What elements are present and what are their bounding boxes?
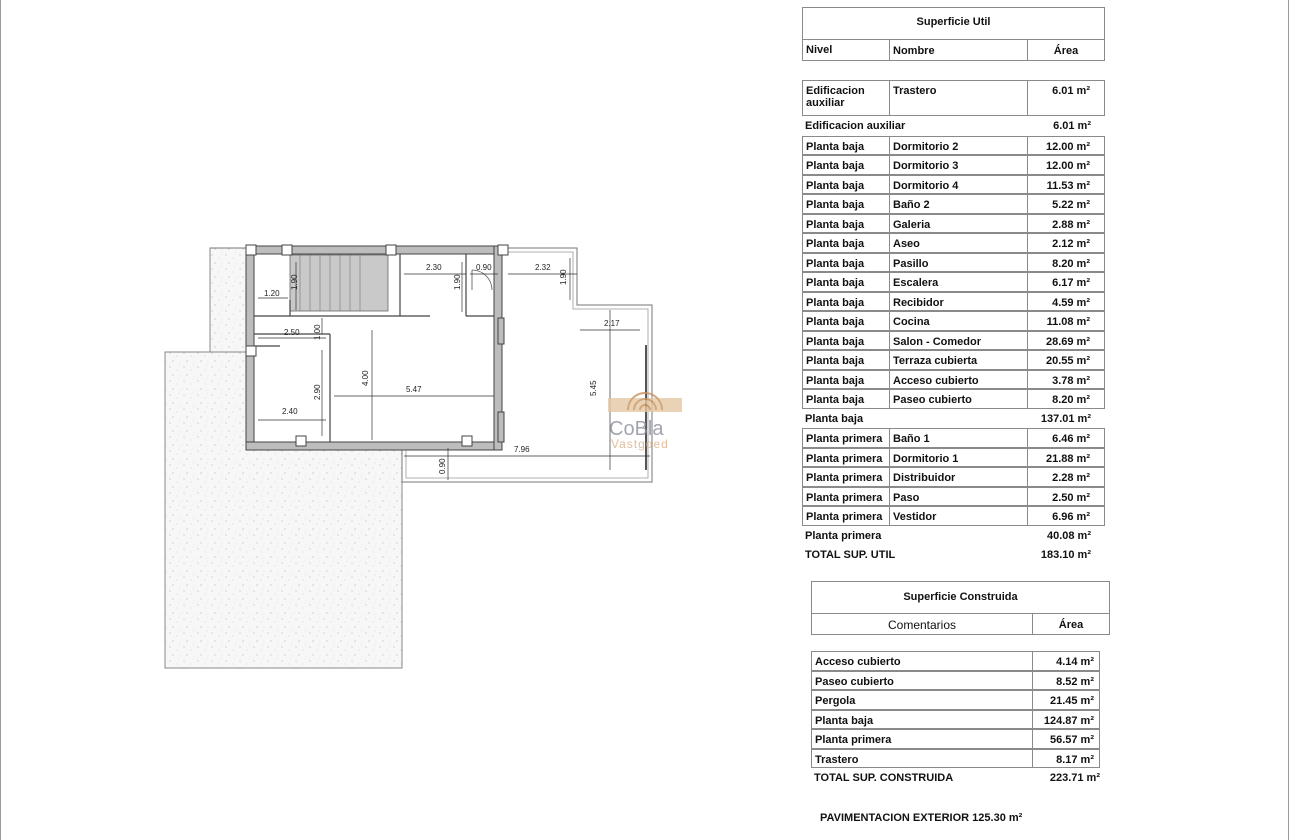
util-row-nombre: Baño 2 [889, 194, 1028, 214]
right-frame-line [1288, 0, 1289, 840]
constr-row-name: Planta primera [811, 729, 1033, 749]
constr-row-area: 21.45 m² [1032, 690, 1100, 710]
util-row-nivel: Edificacion auxiliar [802, 80, 890, 116]
util-row-area: 21.88 m² [1027, 448, 1105, 468]
constr-row-name: Paseo cubierto [811, 671, 1033, 691]
constr-row-name: Planta baja [811, 710, 1033, 730]
util-row-area: 28.69 m² [1027, 331, 1105, 351]
util-row-nivel: Planta primera [802, 428, 890, 448]
util-row-nombre: Paso [889, 487, 1028, 507]
util-subtotal-area: 183.10 m² [1040, 549, 1091, 561]
util-subtotal-area: 137.01 m² [1040, 412, 1091, 425]
util-row-nombre: Aseo [889, 233, 1028, 253]
constr-row-name: Acceso cubierto [811, 651, 1033, 671]
util-row-nombre: Dormitorio 4 [889, 175, 1028, 195]
util-row-area: 11.08 m² [1027, 311, 1105, 331]
exterior-paving-note [820, 812, 1022, 824]
util-row-nivel: Planta primera [802, 506, 890, 526]
util-header-nombre: Nombre [889, 39, 1028, 61]
constr-row-area: 124.87 m² [1032, 710, 1100, 730]
util-row-nivel: Planta baja [802, 389, 890, 409]
constr-row-area: 56.57 m² [1032, 729, 1100, 749]
util-row-nombre: Dormitorio 1 [889, 448, 1028, 468]
util-row-area: 2.28 m² [1027, 467, 1105, 487]
util-row-nivel: Planta primera [802, 448, 890, 468]
util-row-area: 6.01 m² [1027, 80, 1105, 116]
util-row-nivel: Planta baja [802, 233, 890, 253]
dim-label: 7.96 [514, 445, 530, 454]
dim-label: 2.90 [313, 384, 322, 400]
constr-row-name: Trastero [811, 749, 1033, 769]
constr-row-name: Pergola [811, 690, 1033, 710]
util-row-area: 12.00 m² [1027, 155, 1105, 175]
util-row-nivel: Planta baja [802, 155, 890, 175]
util-row-nombre: Terraza cubierta [889, 350, 1028, 370]
util-row-nombre: Vestidor [889, 506, 1028, 526]
util-row-nombre: Distribuidor [889, 467, 1028, 487]
util-row-nivel: Planta baja [802, 175, 890, 195]
util-row-area: 3.78 m² [1027, 370, 1105, 390]
util-row-nombre: Cocina [889, 311, 1028, 331]
util-row-area: 5.22 m² [1027, 194, 1105, 214]
util-row-area: 6.46 m² [1027, 428, 1105, 448]
util-subtotal-area: 6.01 m² [1053, 120, 1091, 132]
util-row-nombre: Escalera [889, 272, 1028, 292]
gravel-area [165, 352, 402, 668]
util-row-nivel: Planta baja [802, 214, 890, 234]
util-subtotal-label: Planta baja [805, 412, 864, 425]
util-row-area: 2.88 m² [1027, 214, 1105, 234]
dim-label: 2.17 [604, 319, 620, 328]
dim-label: 4.00 [361, 370, 370, 386]
util-row-nombre: Pasillo [889, 253, 1028, 273]
util-row-nivel: Planta baja [802, 370, 890, 390]
dim-label: 5.47 [406, 385, 422, 394]
util-row-area: 8.20 m² [1027, 389, 1105, 409]
util-row-nombre: Salon - Comedor [889, 331, 1028, 351]
util-row-nombre: Baño 1 [889, 428, 1028, 448]
constr-total-area: 223.71 m² [1049, 772, 1100, 784]
dim-label: 2.30 [426, 263, 442, 272]
staircase [290, 255, 388, 311]
dim-label: 2.40 [282, 407, 298, 416]
util-row-nivel: Planta baja [802, 292, 890, 312]
util-row-nivel: Planta primera [802, 487, 890, 507]
util-row-area: 4.59 m² [1027, 292, 1105, 312]
util-row-nivel: Planta baja [802, 136, 890, 156]
constr-row-area: 8.52 m² [1032, 671, 1100, 691]
util-header-nivel: Nivel [802, 39, 890, 61]
util-row-nombre: Recibidor [889, 292, 1028, 312]
util-subtotal-label: Planta primera [805, 529, 882, 542]
constr-total-label: TOTAL SUP. CONSTRUIDA [814, 772, 954, 784]
dim-label: 1.20 [264, 289, 280, 298]
dim-label: 2.50 [284, 328, 300, 337]
dim-label: 1.90 [290, 274, 299, 290]
util-row-area: 11.53 m² [1027, 175, 1105, 195]
util-row-nivel: Planta baja [802, 350, 890, 370]
util-row-area: 6.17 m² [1027, 272, 1105, 292]
dim-label: 1.90 [559, 269, 568, 285]
util-row-nombre: Galeria [889, 214, 1028, 234]
util-row-nivel: Planta baja [802, 331, 890, 351]
dim-label: 0.90 [476, 263, 492, 272]
dim-label: 1.90 [453, 274, 462, 290]
exterior-paving-label: PAVIMENTACION EXTERIOR 125.30 m² [820, 812, 1023, 824]
util-row-nombre: Dormitorio 3 [889, 155, 1028, 175]
util-subtotal-label: Edificacion auxiliar [805, 120, 906, 132]
util-subtotal-area: 40.08 m² [1046, 529, 1091, 542]
util-row-area: 2.12 m² [1027, 233, 1105, 253]
constr-header-area: Área [1032, 613, 1110, 635]
util-row-area: 12.00 m² [1027, 136, 1105, 156]
logo-subtext: Vastgoed [611, 437, 669, 451]
util-row-area: 20.55 m² [1027, 350, 1105, 370]
dim-label: 5.45 [589, 380, 598, 396]
logo-text: CoBla [609, 418, 664, 440]
constr-row-area: 8.17 m² [1032, 749, 1100, 769]
util-row-nombre: Acceso cubierto [889, 370, 1028, 390]
dim-label: 2.32 [535, 263, 551, 272]
util-row-nivel: Planta primera [802, 467, 890, 487]
dim-label: 1.00 [313, 324, 322, 340]
util-row-nivel: Planta baja [802, 311, 890, 331]
util-row-area: 2.50 m² [1027, 487, 1105, 507]
cobla-logo [608, 393, 682, 451]
util-row-nombre: Paseo cubierto [889, 389, 1028, 409]
dim-label: 0.90 [438, 458, 447, 474]
util-title: Superficie Util [916, 16, 991, 28]
constr-header-comentarios: Comentarios [811, 613, 1033, 635]
util-row-nombre: Dormitorio 2 [889, 136, 1028, 156]
util-row-nivel: Planta baja [802, 194, 890, 214]
util-subtotal-label: TOTAL SUP. UTIL [805, 549, 896, 561]
util-row-area: 8.20 m² [1027, 253, 1105, 273]
util-row-nivel: Planta baja [802, 272, 890, 292]
util-row-nivel: Planta baja [802, 253, 890, 273]
gravel-top-left [210, 248, 248, 352]
constr-title: Superficie Construida [903, 591, 1018, 603]
constr-row-area: 4.14 m² [1032, 651, 1100, 671]
util-row-area: 6.96 m² [1027, 506, 1105, 526]
util-header-area: Área [1027, 39, 1105, 61]
util-row-nombre: Trastero [889, 80, 1028, 116]
